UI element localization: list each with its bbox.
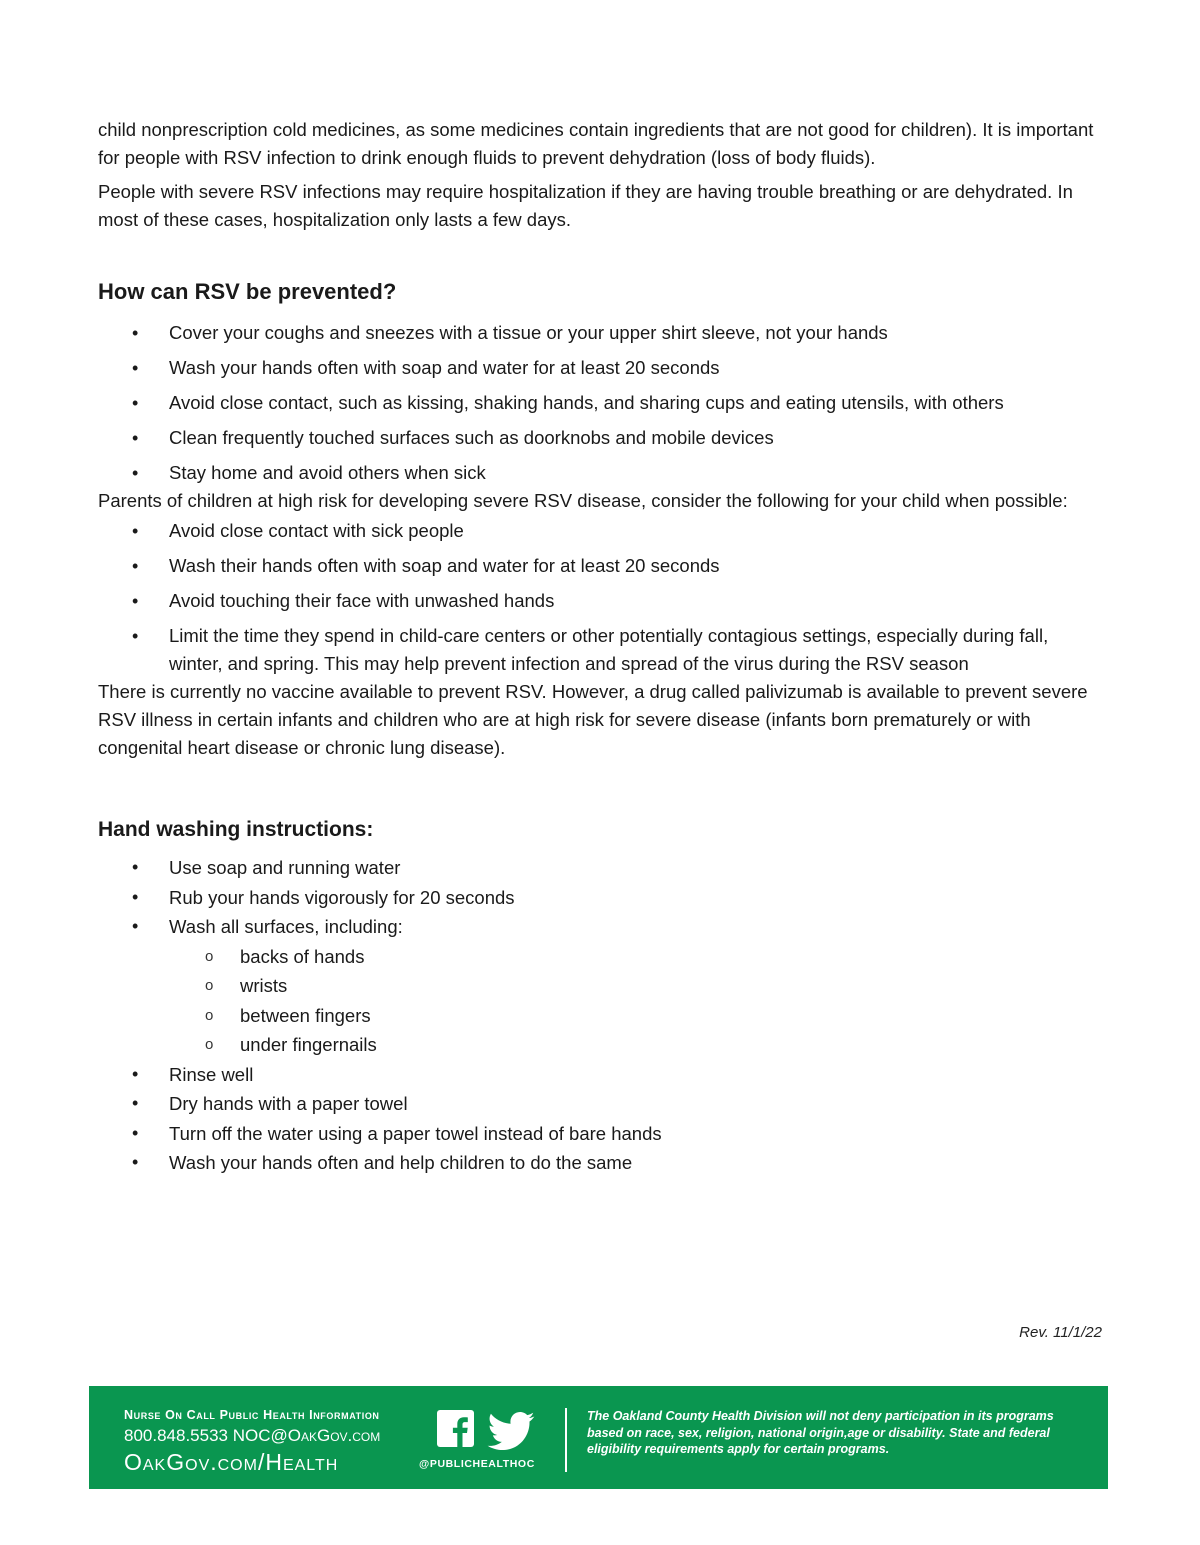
sub-list-item: o between fingers	[98, 1001, 1098, 1031]
footer-service-name: Nurse On Call Public Health Information	[124, 1408, 380, 1422]
list-item: • Wash all surfaces, including:	[98, 912, 1098, 942]
list-item: • Wash their hands often with soap and water for at least 20 seconds	[98, 552, 1098, 580]
list-item: • Rinse well	[98, 1060, 1098, 1090]
facebook-icon[interactable]	[437, 1410, 474, 1447]
intro-paragraph-1: child nonprescription cold medicines, as some medicines contain ingredients that are not good for children). It is important for people with RSV infection to drink enough fluids to prevent dehydration (loss of body fluids).	[98, 119, 1094, 168]
revision-date: Rev. 11/1/22	[1019, 1324, 1102, 1341]
list-item: • Stay home and avoid others when sick	[98, 459, 1098, 487]
list-item: • Avoid close contact, such as kissing, shaking hands, and sharing cups and eating utensils, with others	[98, 389, 1098, 417]
list-item: • Cover your coughs and sneezes with a tissue or your upper shirt sleeve, not your hands	[98, 319, 1098, 347]
twitter-icon[interactable]	[487, 1412, 535, 1450]
handwashing-list-continued	[98, 1060, 1098, 1178]
list-item: • Rub your hands vigorously for 20 seconds	[98, 883, 1098, 913]
sub-list-item: o backs of hands	[98, 942, 1098, 972]
social-handle[interactable]: @PUBLICHEALTHOC	[419, 1458, 535, 1470]
footer-social	[419, 1408, 545, 1474]
handwashing-heading: Hand washing instructions:	[98, 818, 374, 841]
parents-list	[98, 517, 1098, 678]
handwashing-list	[98, 853, 1098, 942]
footer-divider	[565, 1408, 567, 1472]
list-item: • Turn off the water using a paper towel instead of bare hands	[98, 1119, 1098, 1149]
footer-disclaimer: The Oakland County Health Division will not deny participation in its programs based on race, sex, religion, national origin,age or disability. State and federal eligibility requirements apply for certain programs.	[587, 1409, 1054, 1456]
footer-phone-email[interactable]: 800.848.5533 NOC@OakGov.com	[124, 1426, 381, 1445]
document-body	[98, 116, 1098, 1178]
footer-banner	[89, 1386, 1108, 1489]
footer-contact	[124, 1408, 380, 1475]
list-item: • Wash your hands often with soap and water for at least 20 seconds	[98, 354, 1098, 382]
prevention-list	[98, 319, 1098, 487]
list-item: • Limit the time they spend in child-care centers or other potentially contagious settings, especially during fall, winter, and spring. This may help prevent infection and spread of the virus during the RSV season	[98, 622, 1098, 678]
list-item: • Dry hands with a paper towel	[98, 1089, 1098, 1119]
list-item: • Clean frequently touched surfaces such as doorknobs and mobile devices	[98, 424, 1098, 452]
surfaces-sublist	[98, 942, 1098, 1060]
list-item: • Use soap and running water	[98, 853, 1098, 883]
vaccine-note: There is currently no vaccine available to prevent RSV. However, a drug called palivizumab is available to prevent severe RSV illness in certain infants and children who are at high risk for severe disease (infants born prematurely or with congenital heart disease or chronic lung disease).	[98, 681, 1088, 758]
list-item: • Avoid touching their face with unwashed hands	[98, 587, 1098, 615]
parents-intro: Parents of children at high risk for developing severe RSV disease, consider the following for your child when possible:	[98, 490, 1068, 511]
sub-list-item: o under fingernails	[98, 1030, 1098, 1060]
list-item: • Avoid close contact with sick people	[98, 517, 1098, 545]
sub-list-item: o wrists	[98, 971, 1098, 1001]
footer-website[interactable]: OakGov.com/Health	[124, 1449, 339, 1475]
prevention-heading: How can RSV be prevented?	[98, 279, 397, 304]
list-item: • Wash your hands often and help children to do the same	[98, 1148, 1098, 1178]
intro-paragraph-2: People with severe RSV infections may require hospitalization if they are having trouble breathing or are dehydrated. In most of these cases, hospitalization only lasts a few days.	[98, 181, 1073, 230]
